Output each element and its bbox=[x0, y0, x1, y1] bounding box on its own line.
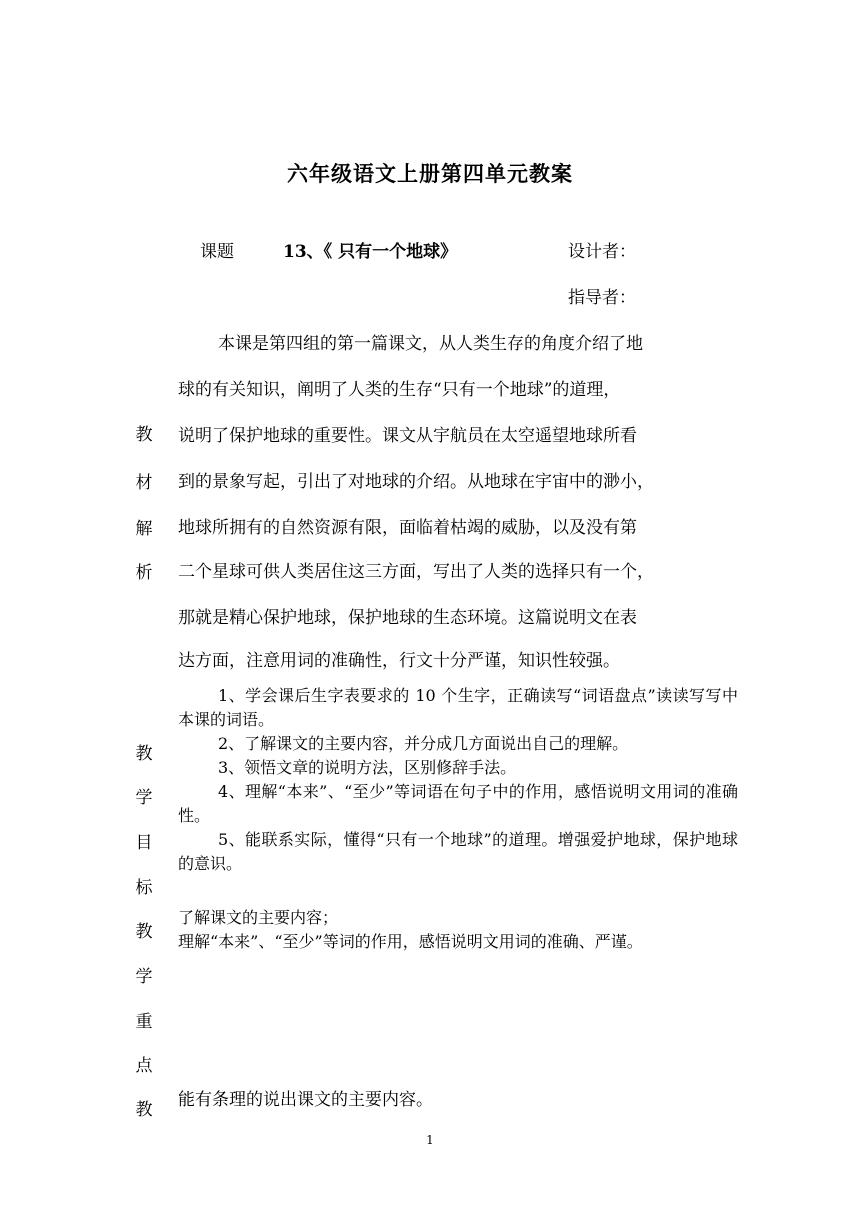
objective-item: 2、了解课文的主要内容，并分成几方面说出自己的理解。 bbox=[218, 734, 629, 753]
difficulty-side-char: 教 bbox=[135, 1100, 153, 1120]
objective-item: 3、领悟文章的说明方法，区别修辞手法。 bbox=[218, 758, 517, 777]
key-point-item: 理解“本来”、“至少”等词的作用，感悟说明文用词的准确、严谨。 bbox=[178, 932, 643, 951]
analysis-line: 达方面，注意用词的准确性，行文十分严谨，知识性较强。 bbox=[178, 651, 620, 671]
objective-item: 4、理解“本来”、“至少”等词语在句子中的作用，感悟说明文用词的准确性。 bbox=[178, 782, 738, 825]
analysis-line: 地球所拥有的自然资源有限，面临着枯竭的威胁，以及没有第 bbox=[178, 518, 637, 538]
designer-label: 设计者： bbox=[568, 242, 636, 262]
objective-item: 5、能联系实际，懂得“只有一个地球”的道理。增强爱护地球，保护地球的意识。 bbox=[178, 830, 738, 873]
analysis-side-char: 析 bbox=[135, 563, 153, 583]
page-number: 1 bbox=[426, 1133, 434, 1147]
objectives-side-char: 目 bbox=[135, 833, 153, 853]
advisor-label: 指导者： bbox=[568, 288, 636, 308]
topic-value: 13、《 只有一个地球》 bbox=[283, 242, 458, 262]
topic-label: 课题 bbox=[200, 242, 234, 262]
analysis-line: 到的景象写起，引出了对地球的介绍。从地球在宇宙中的渺小， bbox=[178, 472, 654, 492]
analysis-line: 那就是精心保护地球，保护地球的生态环境。这篇说明文在表 bbox=[178, 608, 637, 628]
analysis-line: 本课是第四组的第一篇课文，从人类生存的角度介绍了地 bbox=[218, 334, 643, 354]
analysis-side-char: 解 bbox=[135, 519, 153, 539]
key-points-side-char: 学 bbox=[135, 967, 153, 987]
objectives-list bbox=[178, 684, 738, 876]
analysis-side-char: 教 bbox=[135, 425, 153, 445]
key-points-side-char: 点 bbox=[135, 1056, 153, 1076]
objectives-side-char: 教 bbox=[135, 744, 153, 764]
analysis-side-char: 材 bbox=[135, 473, 153, 493]
analysis-line: 二个星球可供人类居住这三方面，写出了人类的选择只有一个， bbox=[178, 562, 654, 582]
difficulty-text: 能有条理的说出课文的主要内容。 bbox=[178, 1090, 433, 1110]
key-points-side-char: 重 bbox=[135, 1012, 153, 1032]
document-title: 六年级语文上册第四单元教案 bbox=[287, 161, 573, 186]
analysis-line: 球的有关知识，阐明了人类的生存“只有一个地球”的道理， bbox=[178, 380, 621, 400]
objective-item: 1、学会课后生字表要求的 10 个生字，正确读写“词语盘点”读读写写中本课的词语。 bbox=[178, 686, 738, 729]
analysis-line: 说明了保护地球的重要性。课文从宇航员在太空遥望地球所看 bbox=[178, 426, 637, 446]
objectives-side-char: 学 bbox=[135, 788, 153, 808]
key-points-side-char: 教 bbox=[135, 922, 153, 942]
objectives-side-char: 标 bbox=[135, 878, 153, 898]
key-points-list bbox=[178, 906, 738, 954]
key-point-item: 了解课文的主要内容； bbox=[178, 908, 339, 927]
